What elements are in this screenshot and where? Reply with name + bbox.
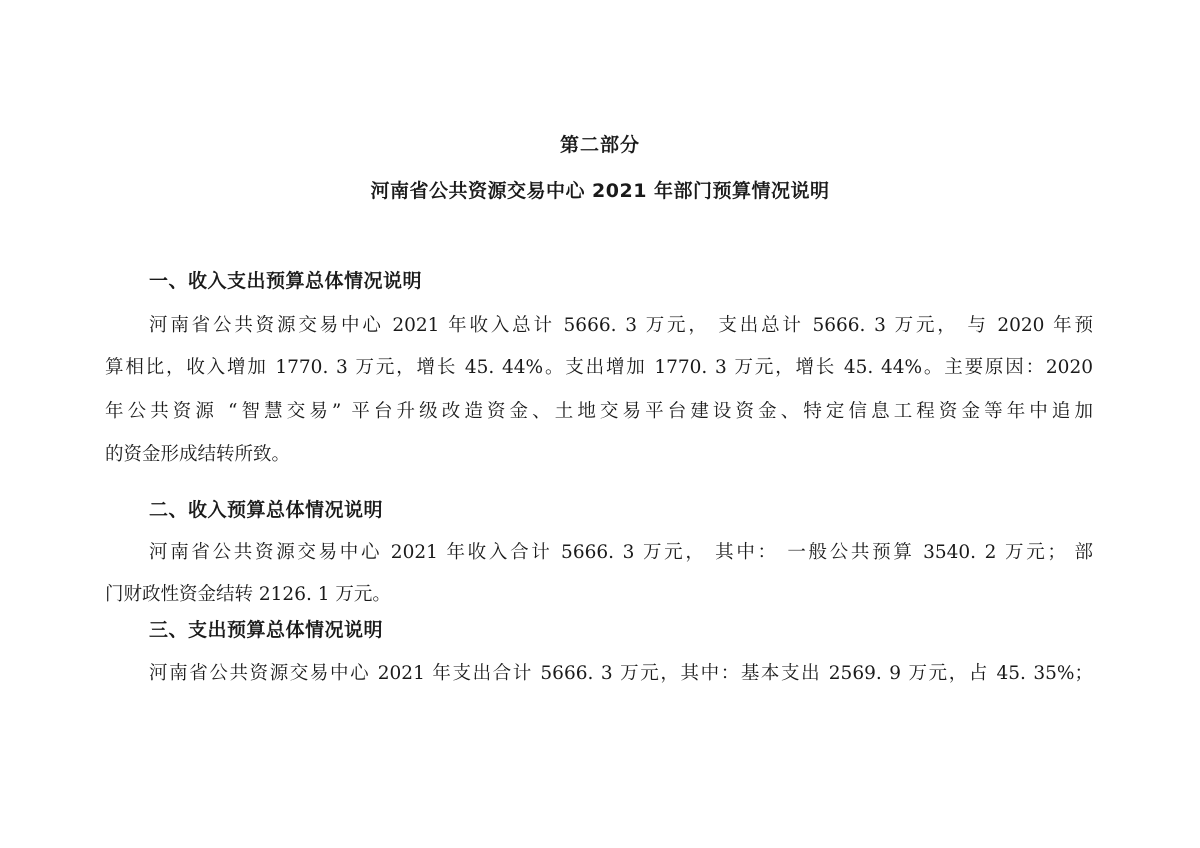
- section-heading-1: 一、收入支出预算总体情况说明: [149, 270, 423, 292]
- paragraph-line: 河南省公共资源交易中心 2021 年支出合计 5666. 3 万元，其中：基本支出 2569. 9 万元，占 45. 35%；: [149, 663, 1093, 684]
- section-heading-3: 三、支出预算总体情况说明: [149, 619, 384, 641]
- paragraph-line: 算相比，收入增加 1770. 3 万元，增长 45. 44%。支出增加 1770. 3 万元，增长 45. 44%。主要原因：2020: [105, 357, 1093, 378]
- paragraph-line: 河南省公共资源交易中心 2021 年收入合计 5666. 3 万元， 其中： 一般公共预算 3540. 2 万元； 部: [149, 542, 1093, 563]
- part-label: 第二部分: [559, 134, 640, 156]
- document-title: 河南省公共资源交易中心 2021 年部门预算情况说明: [370, 180, 830, 202]
- section-heading-2: 二、收入预算总体情况说明: [149, 499, 384, 521]
- paragraph-line: 的资金形成结转所致。: [105, 444, 291, 465]
- paragraph-line: 年公共资源 “智慧交易” 平台升级改造资金、土地交易平台建设资金、特定信息工程资金等年中追加: [105, 401, 1093, 422]
- paragraph-line: 门财政性资金结转 2126. 1 万元。: [105, 584, 391, 605]
- paragraph-line: 河南省公共资源交易中心 2021 年收入总计 5666. 3 万元， 支出总计 5666. 3 万元， 与 2020 年预: [149, 315, 1093, 336]
